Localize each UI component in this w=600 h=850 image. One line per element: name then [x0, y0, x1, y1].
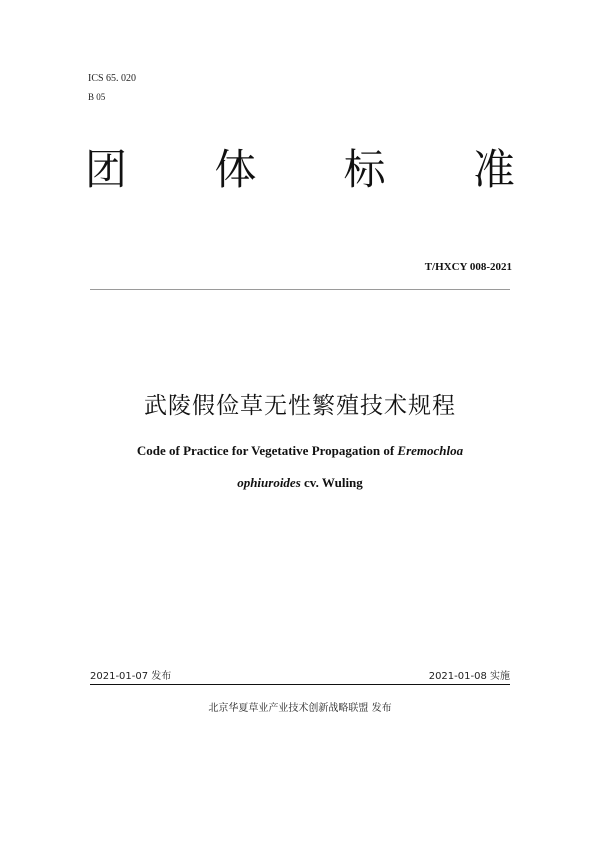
english-title-line-2 — [0, 474, 600, 492]
header-divider — [90, 289, 510, 290]
chinese-title: 武陵假俭草无性繁殖技术规程 — [144, 393, 456, 419]
english-title-cultivar: cv. Wuling — [300, 475, 363, 490]
english-title-species: ophiuroides — [237, 475, 301, 490]
footer-divider — [90, 684, 510, 685]
publisher: 北京华夏草业产业技术创新战略联盟 发布 — [208, 703, 392, 714]
document-type-title: 团 体 标 准 — [84, 145, 553, 194]
publish-date: 2021-01-07 发布 — [90, 671, 172, 682]
ics-code: ICS 65. 020 — [88, 73, 137, 84]
ccs-code: B 05 — [88, 92, 106, 102]
implement-date: 2021-01-08 实施 — [428, 671, 510, 682]
standard-number: T/HXCY 008-2021 — [424, 261, 512, 273]
english-title-prefix: Code of Practice for Vegetative Propagation of — [136, 443, 398, 458]
english-title-genus: Eremochloa — [397, 443, 464, 458]
english-title-line-1 — [0, 442, 600, 460]
